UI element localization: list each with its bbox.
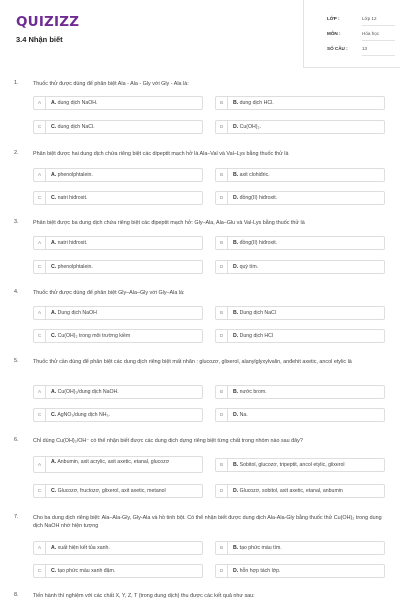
- option-letter: D: [216, 121, 228, 133]
- option-c[interactable]: [33, 191, 203, 205]
- option-d[interactable]: [215, 260, 385, 274]
- option-a[interactable]: [33, 168, 203, 182]
- question-text: Thuốc thử được dùng để phân biệt Ala - Ala - Gly với Gly - Ala là:: [33, 81, 189, 87]
- option-text: hỗn hợp tách lớp.: [238, 568, 281, 574]
- option-prefix: D.: [233, 568, 239, 574]
- option-letter: B: [216, 237, 228, 249]
- option-c[interactable]: [33, 564, 203, 578]
- option-b[interactable]: [215, 168, 385, 182]
- meta-row-class: [327, 16, 397, 30]
- option-letter: C: [34, 330, 46, 342]
- option-prefix: A.: [51, 240, 57, 246]
- option-text: Dung dịch NaCl: [238, 310, 276, 316]
- option-c[interactable]: [33, 408, 203, 422]
- option-text: đồng(II) hiđroxit.: [238, 240, 278, 246]
- question-number: 3.: [14, 219, 19, 225]
- option-b[interactable]: [215, 541, 385, 555]
- option-text: Glucozơ, sobitol, axit axetic, etanal, anbumin: [238, 488, 343, 494]
- option-d[interactable]: [215, 191, 385, 205]
- option-prefix: C.: [51, 264, 57, 270]
- option-prefix: D.: [233, 412, 239, 418]
- option-letter: B: [216, 97, 228, 109]
- option-prefix: C.: [51, 124, 57, 130]
- option-prefix: D.: [233, 333, 239, 339]
- option-c[interactable]: [33, 120, 203, 134]
- option-a[interactable]: [33, 96, 203, 110]
- quizizz-logo: QUIZIZZ: [16, 14, 80, 30]
- option-text: dung dịch NaOH.: [56, 100, 98, 106]
- option-letter: D: [216, 330, 228, 342]
- option-letter: D: [216, 485, 228, 497]
- option-letter: A: [34, 307, 46, 319]
- question-text: Thuốc thử cần dùng để phân biệt các dung dịch riêng biệt mất nhãn : glucozơ, glixerol, alanylglyxylvalin, anđehit axetic, ancol etylic là: [33, 359, 352, 365]
- option-letter: B: [216, 307, 228, 319]
- option-prefix: C.: [51, 488, 57, 494]
- option-text: AgNO₃/dung dịch NH₃.: [56, 412, 111, 418]
- quiz-title: 3.4 Nhận biết: [16, 35, 63, 44]
- option-letter: B: [216, 386, 228, 398]
- option-prefix: C.: [51, 568, 57, 574]
- worksheet-header: [0, 0, 400, 68]
- option-letter: C: [34, 485, 46, 497]
- question-text: Tiến hành thí nghiệm với các chất X, Y, Z, T (trong dung dịch) thu được các kết quả như sau:: [33, 593, 255, 599]
- option-prefix: D.: [233, 488, 239, 494]
- question-text: Cho ba dung dịch riêng biệt: Ala–Ala-Gly, Gly-Ala và hồ tinh bột. Có thể nhận biết được dung dịch Ala-Ala-Gly bằng thuốc thử Cu(OH)₂ trong dung dịch NaOH nhờ hiện tượng: [33, 515, 382, 529]
- option-letter: A: [34, 542, 46, 554]
- option-letter: A: [34, 386, 46, 398]
- option-prefix: B.: [233, 100, 239, 106]
- option-text: nước brom.: [238, 389, 267, 395]
- option-letter: D: [216, 261, 228, 273]
- option-letter: A: [34, 169, 46, 181]
- option-text: Sobitol, glucozơ, tripeptit, ancol etylic, glixerol: [238, 462, 345, 468]
- option-text: quỳ tím.: [238, 264, 259, 270]
- meta-key: MÔN :: [327, 31, 341, 36]
- option-letter: C: [34, 261, 46, 273]
- option-letter: C: [34, 409, 46, 421]
- option-prefix: C.: [51, 195, 57, 201]
- option-text: natri hiđroxit.: [56, 240, 88, 246]
- option-text: axit clohiđric.: [238, 172, 270, 178]
- option-prefix: B.: [233, 240, 239, 246]
- option-text: phenolphtalein.: [56, 264, 93, 270]
- option-letter: D: [216, 409, 228, 421]
- option-prefix: B.: [233, 172, 239, 178]
- option-prefix: B.: [233, 310, 239, 316]
- question-text: Phân biệt được hai dung dịch chứa riêng biệt các dipeptit mạch hở là Ala–Val và Val–Lys bằng thuốc thử là: [33, 151, 289, 157]
- option-text: Na.: [238, 412, 248, 418]
- option-letter: B: [216, 459, 228, 471]
- option-text: Cu(OH)₂.: [238, 124, 261, 130]
- meta-row-count: [327, 46, 397, 60]
- option-text: Glucozơ, fructozơ, glixerol, axit axetic, metanol: [56, 488, 166, 494]
- divider: [362, 40, 395, 41]
- option-b[interactable]: [215, 96, 385, 110]
- option-text: Anbumin, axit acrylic, axit axetic, etanal, glucozơ: [56, 459, 170, 465]
- option-prefix: C.: [51, 412, 57, 418]
- question-number: 2.: [14, 150, 19, 156]
- question-text: Chỉ dùng Cu(OH)₂/OH⁻ có thể nhận biết được các dung dịch dựng riêng biệt từng chất trong nhóm nào sau đây?: [33, 438, 303, 444]
- option-prefix: D.: [233, 195, 239, 201]
- option-text: dung dịch HCl.: [238, 100, 274, 106]
- option-prefix: A.: [51, 100, 57, 106]
- question-text: Phân biệt được ba dung dịch chứa riêng biệt các đipeptit mạch hở: Gly–Ala, Ala–Glu và Val-Lys bằng thuốc thử là: [33, 220, 305, 226]
- option-letter: D: [216, 565, 228, 577]
- option-b[interactable]: [215, 458, 385, 472]
- option-a[interactable]: [33, 456, 203, 473]
- option-letter: C: [34, 565, 46, 577]
- option-text: tạo phức màu xanh đậm.: [56, 568, 116, 574]
- option-text: dung dịch NaCl.: [56, 124, 95, 130]
- option-d[interactable]: [215, 564, 385, 578]
- option-prefix: B.: [233, 545, 239, 551]
- option-prefix: B.: [233, 462, 239, 468]
- option-letter: A: [34, 457, 46, 472]
- divider: [362, 55, 395, 56]
- meta-box: [303, 0, 400, 68]
- option-a[interactable]: [33, 541, 203, 555]
- meta-value: Hóa học: [362, 31, 380, 36]
- option-text: Cu(OH)₂/dung dịch NaOH.: [56, 389, 119, 395]
- meta-key: SỐ CÂU :: [327, 46, 348, 51]
- option-b[interactable]: [215, 306, 385, 320]
- option-text: Dung dịch HCl: [238, 333, 274, 339]
- option-letter: C: [34, 192, 46, 204]
- option-text: phenolphtalein.: [56, 172, 93, 178]
- option-letter: C: [34, 121, 46, 133]
- option-d[interactable]: [215, 329, 385, 343]
- question-number: 8.: [14, 592, 19, 598]
- option-letter: A: [34, 237, 46, 249]
- meta-row-subject: [327, 31, 397, 45]
- option-d[interactable]: [215, 120, 385, 134]
- option-letter: B: [216, 542, 228, 554]
- option-d[interactable]: [215, 408, 385, 422]
- option-c[interactable]: [33, 260, 203, 274]
- option-text: xuất hiện kết tủa xanh.: [56, 545, 110, 551]
- option-prefix: A.: [51, 389, 57, 395]
- option-d[interactable]: [215, 484, 385, 498]
- option-prefix: A.: [51, 172, 57, 178]
- option-c[interactable]: [33, 329, 203, 343]
- option-b[interactable]: [215, 236, 385, 250]
- option-letter: D: [216, 192, 228, 204]
- meta-value: Lớp 12: [362, 16, 377, 21]
- option-letter: A: [34, 97, 46, 109]
- option-a[interactable]: [33, 385, 203, 399]
- option-prefix: A.: [51, 545, 57, 551]
- option-text: đồng(II) hiđroxit.: [238, 195, 278, 201]
- option-text: Cu(OH)₂ trong môi trường kiềm: [56, 333, 131, 339]
- option-text: natri hiđroxit.: [56, 195, 88, 201]
- option-c[interactable]: [33, 484, 203, 498]
- meta-value: 13: [362, 46, 368, 51]
- option-text: tạo phức màu tím.: [238, 545, 282, 551]
- question-number: 6.: [14, 437, 19, 443]
- option-prefix: A.: [51, 459, 57, 465]
- divider: [362, 25, 395, 26]
- option-b[interactable]: [215, 385, 385, 399]
- option-text: Dung dịch NaOH: [56, 310, 97, 316]
- question-number: 5.: [14, 358, 19, 364]
- question-number: 4.: [14, 289, 19, 295]
- option-letter: B: [216, 169, 228, 181]
- option-a[interactable]: [33, 306, 203, 320]
- option-prefix: D.: [233, 124, 239, 130]
- option-prefix: C.: [51, 333, 57, 339]
- option-prefix: A.: [51, 310, 57, 316]
- option-prefix: B.: [233, 389, 239, 395]
- question-number: 7.: [14, 514, 19, 520]
- option-prefix: D.: [233, 264, 239, 270]
- option-a[interactable]: [33, 236, 203, 250]
- question-text: Thuốc thử được dùng để phân biệt Gly–Ala–Gly với Gly–Ala là:: [33, 290, 185, 296]
- question-number: 1.: [14, 80, 19, 86]
- meta-key: LỚP :: [327, 16, 340, 21]
